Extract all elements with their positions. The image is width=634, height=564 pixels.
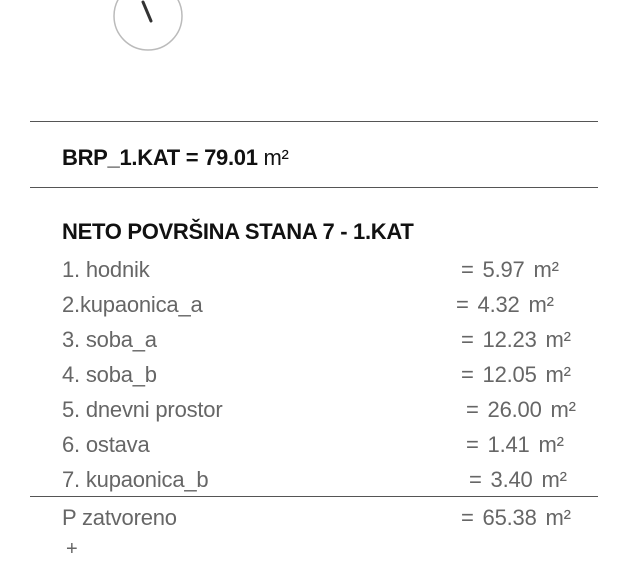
- room-name: 1. hodnik: [62, 257, 150, 282]
- list-item: [0, 292, 634, 322]
- list-item: [0, 432, 634, 462]
- total-label: P zatvoreno: [62, 505, 177, 530]
- plus-sign: +: [66, 538, 78, 560]
- north-arrow-icon: [112, 0, 184, 52]
- top-divider: [30, 121, 598, 122]
- total-divider: [30, 496, 598, 497]
- room-name: 3. soba_a: [62, 327, 157, 352]
- gross-area-unit: m²: [263, 145, 289, 170]
- room-name: 2.kupaonica_a: [62, 292, 203, 317]
- list-item: [0, 362, 634, 392]
- gross-area-label: BRP_1.KAT = 79.01: [62, 145, 258, 170]
- room-name: 7. kupaonica_b: [62, 467, 209, 492]
- room-area: = 5.97 m²: [461, 257, 559, 282]
- list-item: [0, 397, 634, 427]
- room-name: 6. ostava: [62, 432, 150, 457]
- room-area: = 12.23 m²: [461, 327, 571, 352]
- total-row: [0, 505, 634, 535]
- net-area-title: NETO POVRŠINA STANA 7 - 1.KAT: [62, 219, 414, 244]
- list-item: [0, 257, 634, 287]
- room-name: 5. dnevni prostor: [62, 397, 223, 422]
- mid-divider: [30, 187, 598, 188]
- room-area: = 12.05 m²: [461, 362, 571, 387]
- gross-area-total: [62, 145, 289, 171]
- list-item: [0, 327, 634, 357]
- room-area: = 26.00 m²: [466, 397, 576, 422]
- total-area: = 65.38 m²: [461, 505, 571, 530]
- room-area: = 3.40 m²: [469, 467, 567, 492]
- list-item: [0, 467, 634, 497]
- room-name: 4. soba_b: [62, 362, 157, 387]
- room-area: = 4.32 m²: [456, 292, 554, 317]
- room-area: = 1.41 m²: [466, 432, 564, 457]
